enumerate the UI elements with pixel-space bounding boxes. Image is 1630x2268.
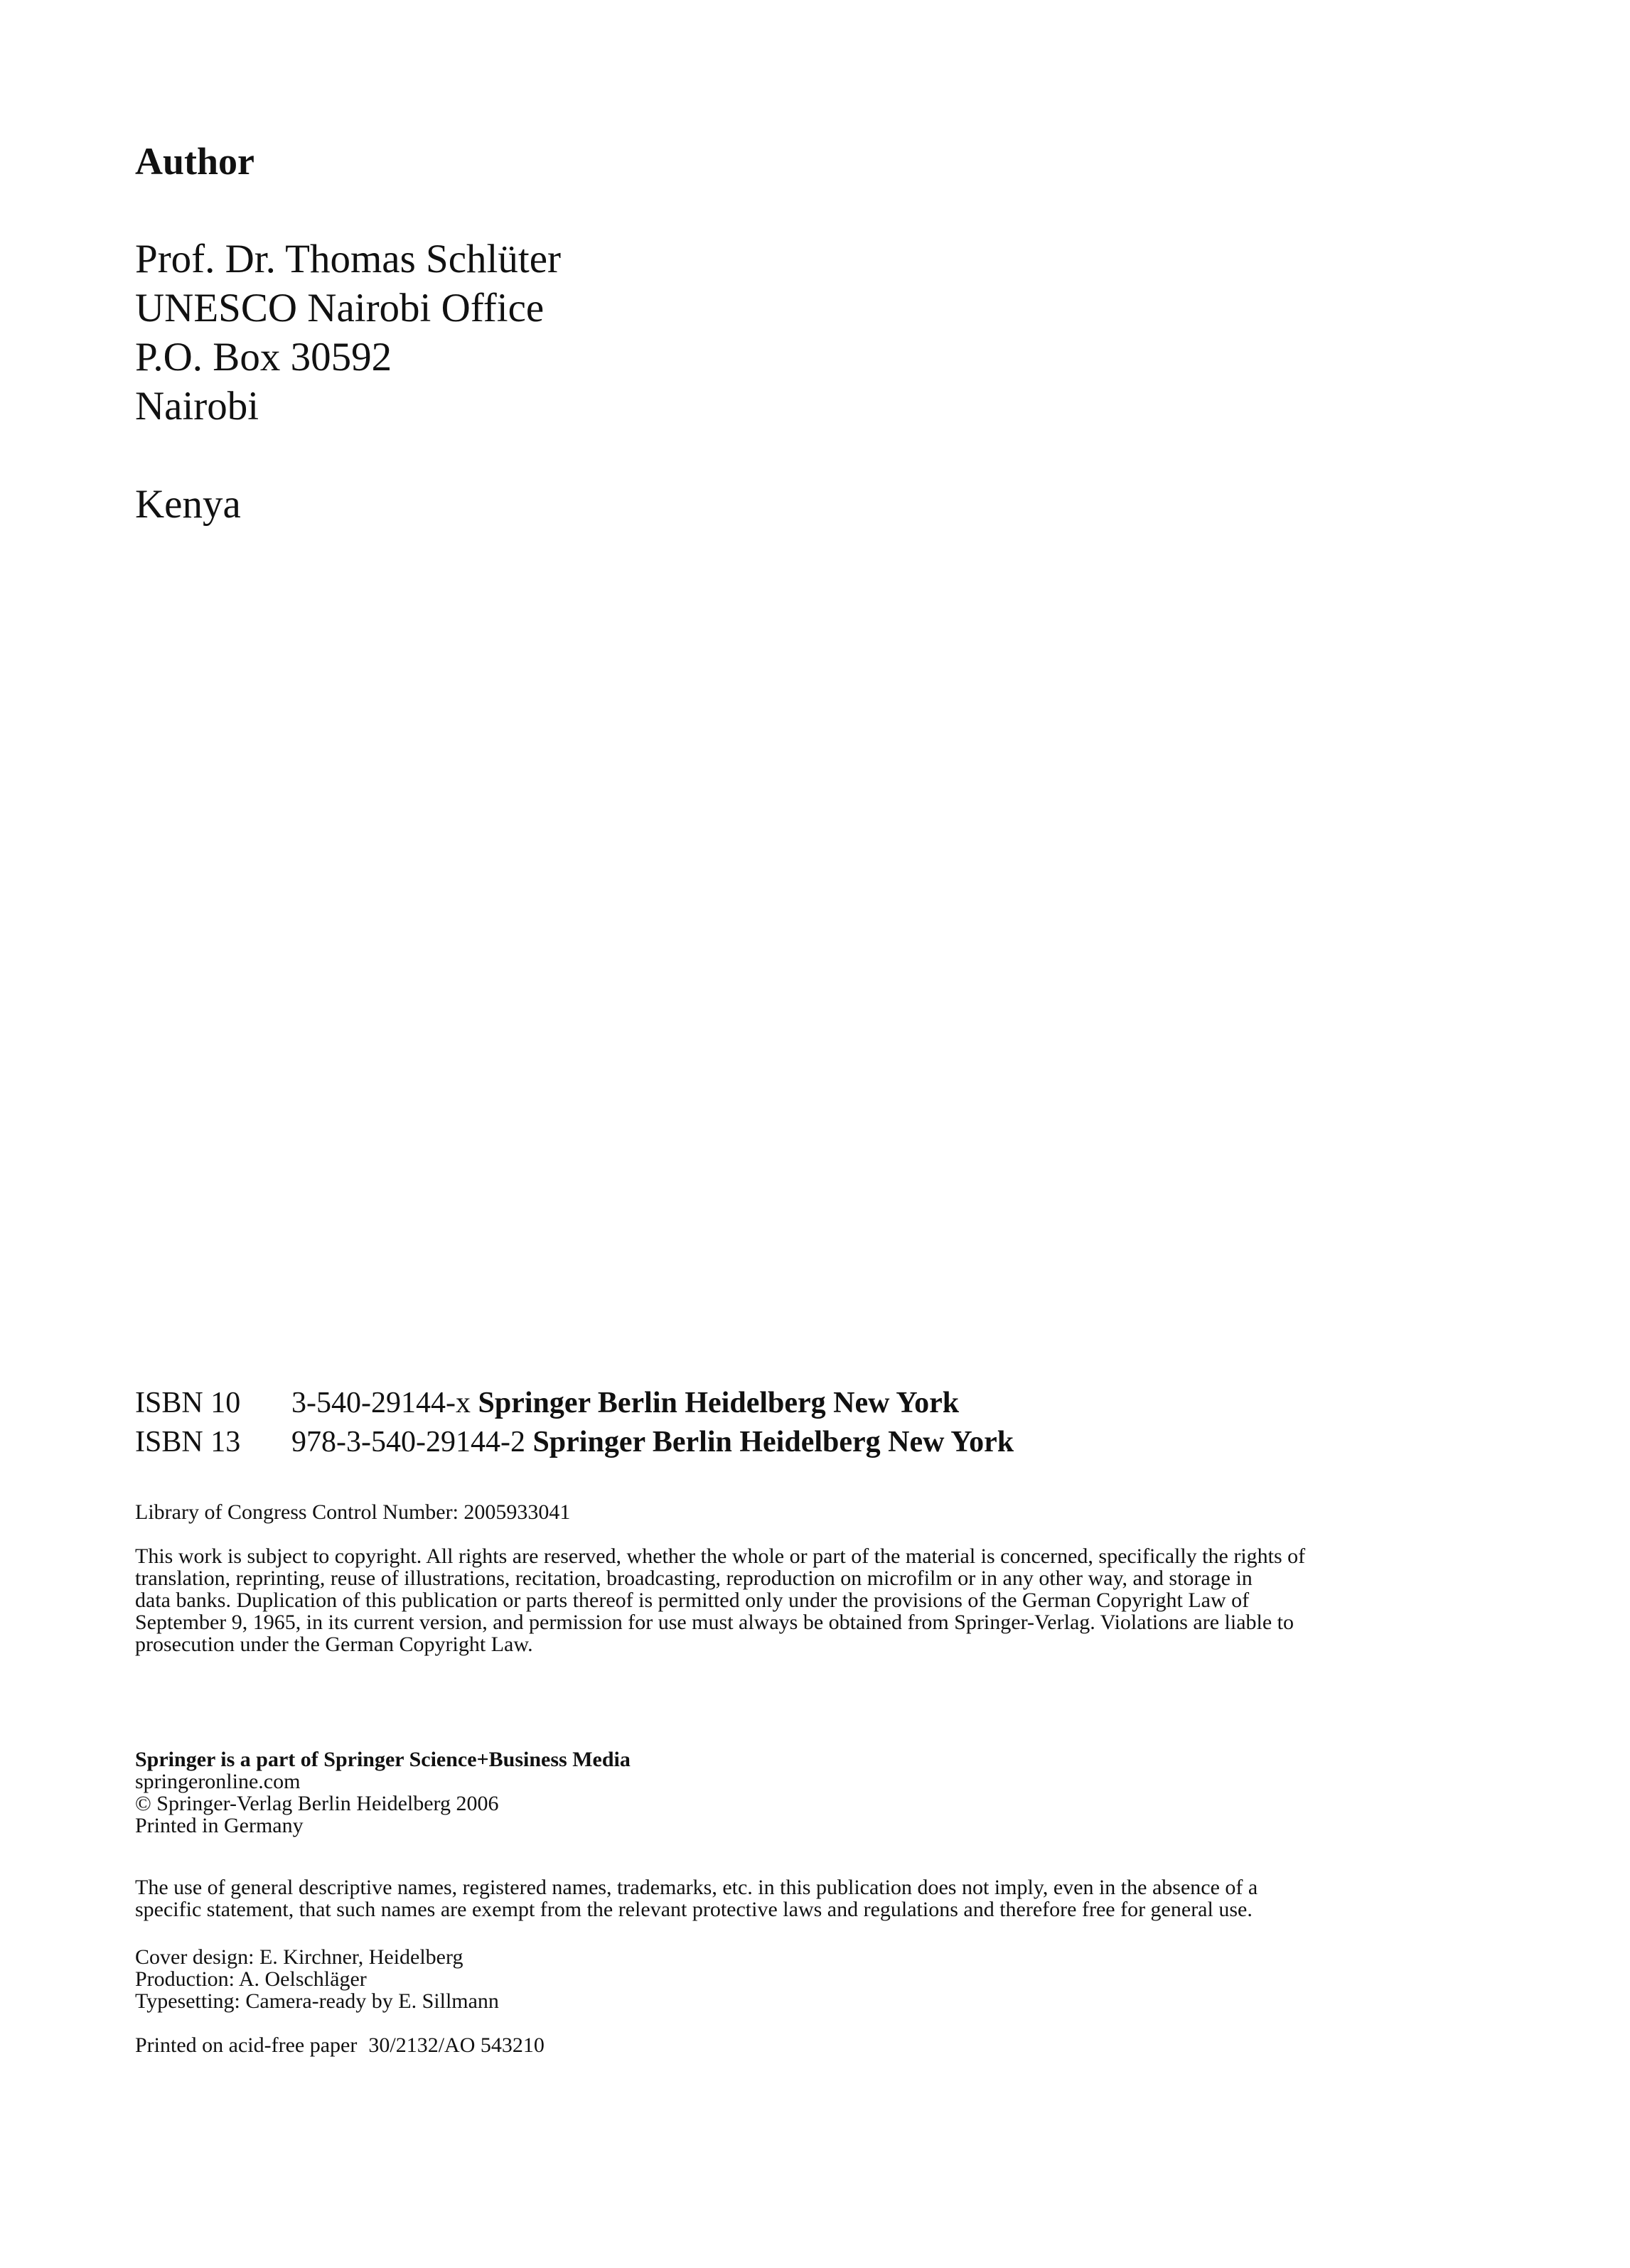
trademark-notice: [135, 1876, 1486, 1920]
trademark-notice-line: specific statement, that such names are exempt from the relevant protective laws and regulations and therefore free for general use.: [135, 1898, 1253, 1921]
isbn-publisher: Springer Berlin Heidelberg New York: [532, 1426, 1014, 1458]
printed-in: Printed in Germany: [135, 1814, 304, 1837]
springer-website: springeronline.com: [135, 1770, 301, 1793]
copyright-notice: [135, 1545, 1486, 1655]
production-credit: Production: A. Oelschläger: [135, 1967, 367, 1991]
typesetting-credit: Typesetting: Camera-ready by E. Sillmann: [135, 1989, 499, 2013]
trademark-notice-line: The use of general descriptive names, registered names, trademarks, etc. in this publication does not imply, even in the absence of a: [135, 1876, 1258, 1899]
copyright-notice-line: prosecution under the German Copyright Law.: [135, 1633, 533, 1656]
cover-design-credit: Cover design: E. Kirchner, Heidelberg: [135, 1945, 463, 1969]
springer-copyright: © Springer-Verlag Berlin Heidelberg 2006: [135, 1792, 499, 1815]
author-name: Prof. Dr. Thomas Schlüter: [135, 237, 561, 281]
author-heading: Author: [135, 140, 255, 183]
paper-code: 30/2132/AO 543210: [368, 2033, 545, 2057]
paper-text: Printed on acid-free paper: [135, 2033, 358, 2057]
copyright-notice-line: September 9, 1965, in its current version, and permission for use must always be obtained from Springer-Verlag. Violations are liable to: [135, 1611, 1294, 1634]
copyright-notice-line: translation, reprinting, reuse of illustrations, recitation, broadcasting, reproduction on microfilm or in any other way, and storage in: [135, 1566, 1253, 1590]
isbn-publisher: Springer Berlin Heidelberg New York: [478, 1387, 960, 1419]
isbn-row: [135, 1384, 1014, 1423]
copyright-notice-line: This work is subject to copyright. All rights are reserved, whether the whole or part of the material is concerned, specifically the rights of: [135, 1544, 1306, 1568]
lccn: Library of Congress Control Number: 2005933041: [135, 1500, 571, 1524]
paper-info: [135, 2034, 1486, 2056]
springer-statement: Springer is a part of Springer Science+Business Media: [135, 1748, 631, 1771]
isbn-label: ISBN 13: [135, 1426, 241, 1458]
isbn-row: [135, 1423, 1014, 1462]
springer-info: [135, 1748, 1486, 1837]
address-spacer: [135, 431, 561, 480]
production-credits: [135, 1946, 1486, 2012]
author-city: Nairobi: [135, 384, 259, 429]
copyright-notice-line: data banks. Duplication of this publication or parts thereof is permitted only under the provisions of the German Copyright Law of: [135, 1589, 1250, 1612]
isbn-number: 978-3-540-29144-2: [291, 1426, 525, 1458]
isbn-number: 3-540-29144-x: [291, 1387, 471, 1419]
author-country: Kenya: [135, 482, 241, 527]
isbn-block: [135, 1384, 1014, 1462]
isbn-label: ISBN 10: [135, 1387, 241, 1419]
author-po-box: P.O. Box 30592: [135, 335, 392, 380]
author-address: [135, 235, 561, 529]
author-office: UNESCO Nairobi Office: [135, 286, 545, 330]
